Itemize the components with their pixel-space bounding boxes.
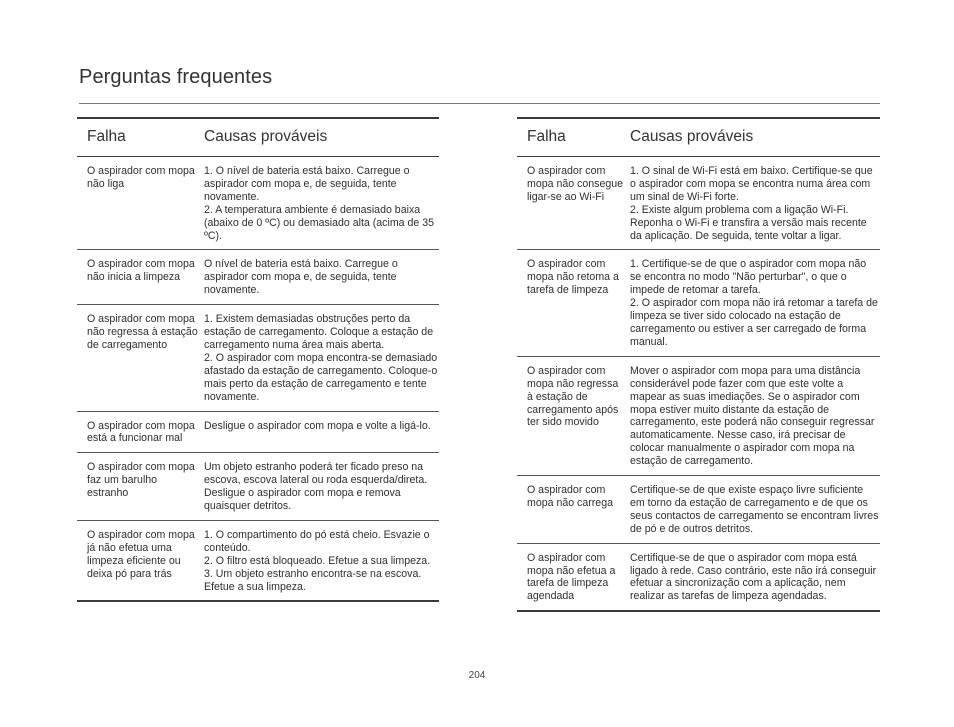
cause-cell: Certifique-se de que o aspirador com mopa está ligado à rede. Caso contrário, este não irá conseguir efetuar a sincronização com a aplicação, nem realizar as tarefas de limpeza agendadas. [630, 543, 880, 611]
table-row [517, 543, 880, 611]
cause-cell: 1. O sinal de Wi-Fi está em baixo. Certifique-se que o aspirador com mopa se encontra numa área com um sinal de Wi-Fi forte. 2. Existe algum problema com a ligação Wi-Fi. Reponha o Wi-Fi e transfira a versão mais recente da aplicação. De seguida, tente voltar a ligar. [630, 157, 880, 250]
cause-cell: 1. O nível de bateria está baixo. Carregue o aspirador com mopa e, de seguida, tente novamente. 2. A temperatura ambiente é demasiado baixa (abaixo de 0 ºC) ou demasiado alta (acima de 35 ºC). [204, 157, 439, 250]
page-number: 204 [468, 670, 486, 681]
faq-table-left [77, 117, 439, 602]
table-row [517, 250, 880, 356]
fault-cell: O aspirador com mopa faz um barulho estranho [77, 453, 204, 521]
table-row [77, 305, 439, 411]
table-row [517, 356, 880, 475]
fault-cell: O aspirador com mopa está a funcionar mal [77, 411, 204, 453]
cause-cell: Mover o aspirador com mopa para uma distância considerável pode fazer com que este volte a mapear as suas imediações. Se o aspirador com mopa estiver muito distante da estação de carregamento, este poderá não conseguir regressar automaticamente. Nesse caso, irá precisar de colocar manualmente o aspirador com mopa na estação de carregamento. [630, 356, 880, 475]
cause-cell: Um objeto estranho poderá ter ficado preso na escova, escova lateral ou roda esquerda/direta. Desligue o aspirador com mopa e remova quaisquer detritos. [204, 453, 439, 521]
header-causes: Causas prováveis [204, 118, 439, 157]
cause-cell: 1. O compartimento do pó está cheio. Esvazie o conteúdo. 2. O filtro está bloqueado. Efetue a sua limpeza. 3. Um objeto estranho encontra-se na escova. Efetue a sua limpeza. [204, 520, 439, 601]
faq-table-left-body [77, 157, 439, 602]
faq-table-right-body [517, 157, 880, 612]
header-causes: Causas prováveis [630, 118, 880, 157]
fault-cell: O aspirador com mopa já não efetua uma limpeza eficiente ou deixa pó para trás [77, 520, 204, 601]
header-fault: Falha [77, 118, 204, 157]
table-header-row [77, 118, 439, 157]
fault-cell: O aspirador com mopa não liga [77, 157, 204, 250]
cause-cell: 1. Certifique-se de que o aspirador com mopa não se encontra no modo "Não perturbar", o que o impede de retomar a tarefa. 2. O aspirador com mopa não irá retomar a tarefa de limpeza se tiver sido colocado na estação de carregamento ou estiver a ser carregado de forma manual. [630, 250, 880, 356]
table-row [517, 476, 880, 544]
fault-cell: O aspirador com mopa não carrega [517, 476, 630, 544]
table-row [77, 157, 439, 250]
header-fault: Falha [517, 118, 630, 157]
table-row [77, 453, 439, 521]
faq-table-right [517, 117, 880, 612]
table-row [77, 411, 439, 453]
title-divider [79, 103, 880, 104]
table-row [77, 520, 439, 601]
fault-cell: O aspirador com mopa não consegue ligar-se ao Wi-Fi [517, 157, 630, 250]
table-row [77, 250, 439, 305]
page-title: Perguntas frequentes [79, 66, 273, 88]
cause-cell: O nível de bateria está baixo. Carregue o aspirador com mopa e, de seguida, tente novamente. [204, 250, 439, 305]
table-row [517, 157, 880, 250]
cause-cell: Certifique-se de que existe espaço livre suficiente em torno da estação de carregamento e de que os seus contactos de carregamento se encontram livres de pó e de outros detritos. [630, 476, 880, 544]
fault-cell: O aspirador com mopa não retoma a tarefa de limpeza [517, 250, 630, 356]
table-header-row [517, 118, 880, 157]
fault-cell: O aspirador com mopa não efetua a tarefa de limpeza agendada [517, 543, 630, 611]
fault-cell: O aspirador com mopa não inicia a limpeza [77, 250, 204, 305]
fault-cell: O aspirador com mopa não regressa à estação de carregamento após ter sido movido [517, 356, 630, 475]
cause-cell: Desligue o aspirador com mopa e volte a ligá-lo. [204, 411, 439, 453]
fault-cell: O aspirador com mopa não regressa à estação de carregamento [77, 305, 204, 411]
cause-cell: 1. Existem demasiadas obstruções perto da estação de carregamento. Coloque a estação de carregamento numa área mais aberta. 2. O aspirador com mopa encontra-se demasiado afastado da estação de carregamento. Coloque-o mais perto da estação de carregamento e tente novamente. [204, 305, 439, 411]
